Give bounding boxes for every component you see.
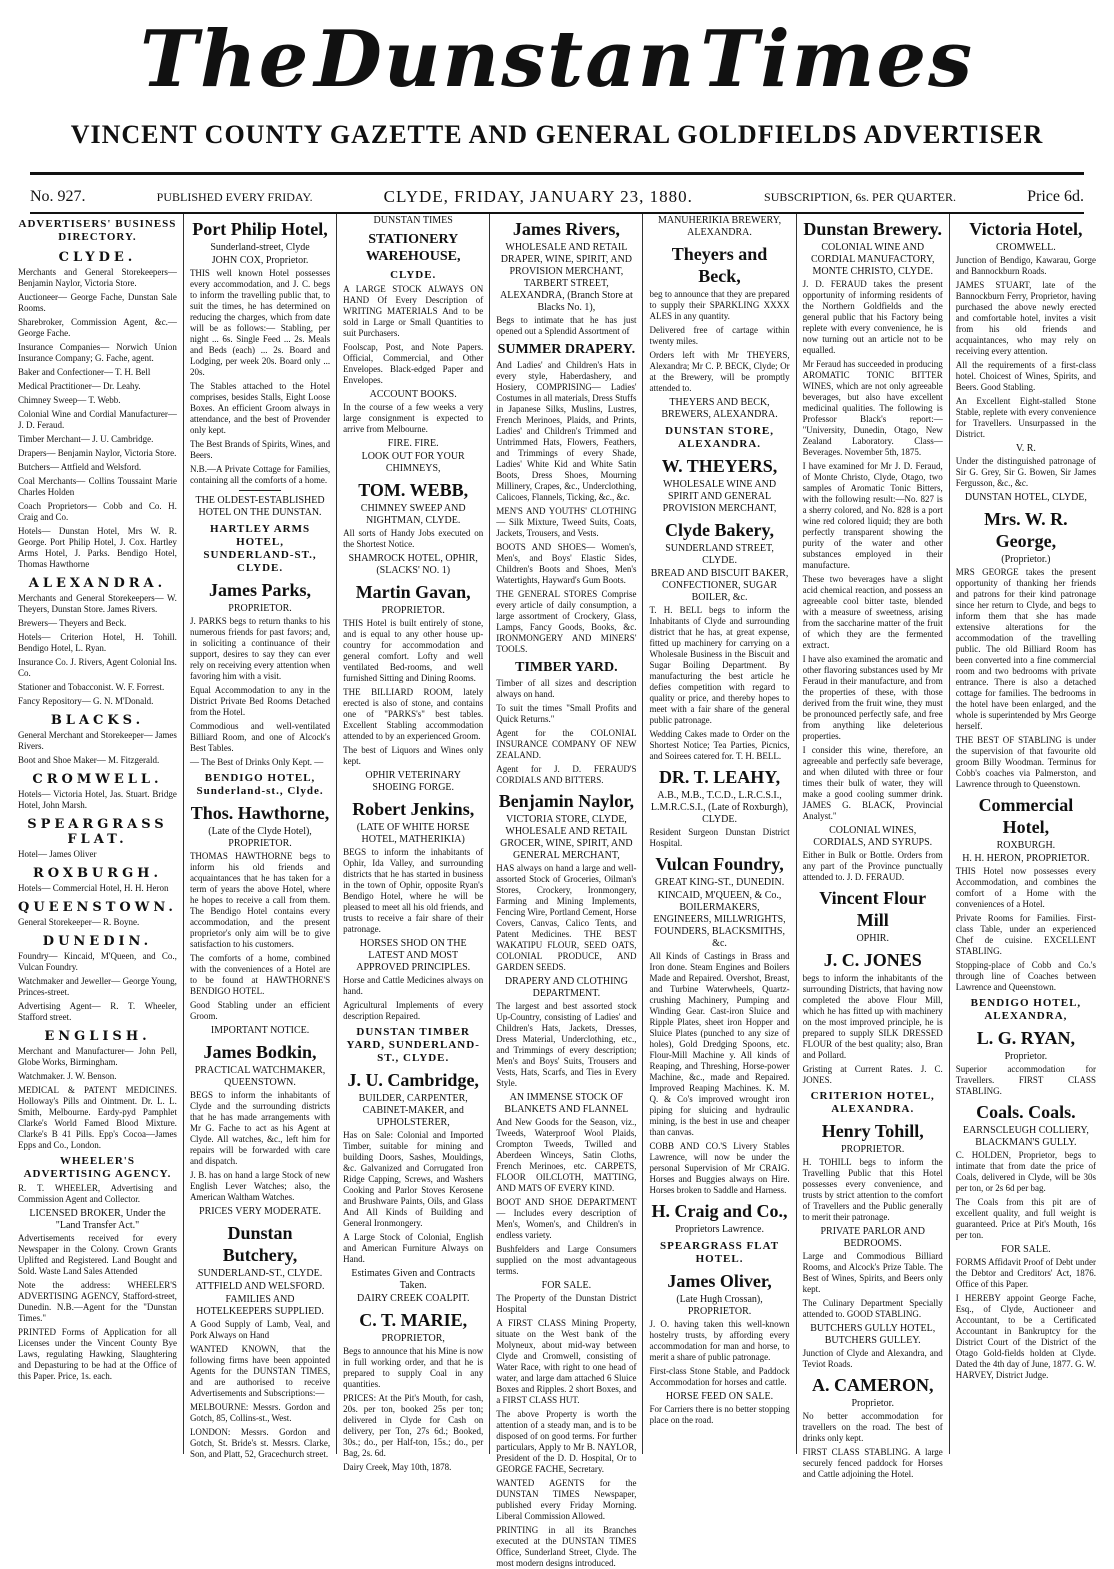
chimneys-notice: LOOK OUT FOR YOUR CHIMNEYS,: [361, 451, 465, 474]
bodkin-sub: PRACTICAL WATCHMAKER, QUEENSTOWN.: [194, 1065, 326, 1088]
bendigo-alex-heading: BENDIGO HOTEL, ALEXANDRA,: [970, 997, 1082, 1022]
directory-entry: Hotel— James Oliver: [18, 849, 97, 859]
section-speargrass: SPEARGRASS FLAT.: [27, 817, 168, 847]
liquors-text: The best of Liquors and Wines only kept.: [343, 745, 484, 766]
blankets-text: And New Goods for the Season, viz., Tweeds, Waterproof Wool Plaids, Crompton Tweeds, Twilled and Aberdeen Winceys, Satin Cloths, French Merinoes, etc. CARPETS, FLOOR OILCLOTH, MATTING, AND MATS OF EVERY KIND.: [496, 1117, 637, 1193]
clyde-bakery-text: T. H. BELL begs to inform the Inhabitants of Clyde and surrounding district that he has, at great expense, fitted up machinery for carrying on a Wholesale Business in the Biscuit and Sugar Boiling Department. By manufacturing the best article he defies competition with regard to quality or price, and thereby hopes to meet with a fair share of the general public patronage.: [649, 605, 790, 725]
bodkin-heading: James Bodkin,: [203, 1042, 317, 1062]
flour-mill-sub: OPHIR.: [856, 933, 889, 944]
insurance-agent: Agent for the COLONIAL INSURANCE COMPANY OF NEW ZEALAND.: [496, 728, 637, 760]
directory-entry: General Merchant and Storekeeper— James Rivers.: [18, 730, 177, 751]
theyers-beck-heading: Theyers and Beck,: [671, 244, 768, 286]
column-4: [490, 214, 643, 1568]
directory-entry: Coal Merchants— Collins Toussaint Marie Charles Holden: [18, 476, 177, 497]
butchery-address: SUNDERLAND-ST., CLYDE.: [197, 1268, 323, 1279]
summer-drapery: SUMMER DRAPERY.: [497, 342, 636, 357]
cameron-text: No better accommodation for travellers on the road. The best of drinks only kept.: [802, 1411, 943, 1443]
vulcan-firm: KINCAID, M'QUEEN, & Co., BOILERMAKERS, ENGINEERS, MILLWRIGHTS, FOUNDERS, BLACKSMITHS, &c.: [653, 890, 786, 949]
clyde-bakery-address: SUNDERLAND STREET, CLYDE.: [665, 543, 774, 566]
leahy-sub: A.B., M.B., T.C.D., L.R.C.S.I., L.M.R.C.S.I., (Late of Roxburgh), CLYDE.: [650, 790, 789, 825]
wheeler-note: Note the address: WHEELER'S ADVERTISING AGENCY, Stafford-street, Dunedin. N.B.—Agent for the "Dunstan Times.": [18, 1280, 177, 1323]
marie-sub: PROPRIETOR,: [381, 1333, 445, 1344]
rivers-text: Begs to intimate that he has just opened out a Splendid Assortment of: [496, 315, 637, 336]
naylor-text: HAS always on hand a large and well-assorted Stock of Groceries, Oilman's Stores, Crockery, Ironmongery, Farming and Mining Implements, Fencing Wire, Portland Cement, Horse Covers, Canvas, Calico Tents, and Patent Medicines. THE BEST WAKATIPU FLOUR, SEED OATS, COLONIAL PRODUCE, AND GARDEN SEEDS.: [496, 863, 637, 972]
mrs-george-text: THE BEST OF STABLING is under the supervision of that favourite old groom Billy Woodman. Terminus for Cobb's coaches via Palmerston, and Lawrence through to Queenstown.: [955, 735, 1096, 789]
section-dunedin: DUNEDIN.: [42, 934, 153, 949]
fire-notice: FIRE. FIRE.: [387, 438, 439, 449]
agricultural-repaired: Agricultural Implements of every description Repaired.: [343, 1000, 484, 1021]
james-parks-text: J. PARKS begs to return thanks to his numerous friends for past favors; and, in soliciting a continuance of their support, desires to say they can ever rely on receiving every attention when favoring him with a visit.: [189, 616, 331, 681]
printing-notice: PRINTING in all its Branches executed at the DUNSTAN TIMES Office, Sunderland Street, Clyde. The most modern designs introduced.: [496, 1525, 637, 1568]
issue-date: CLYDE, FRIDAY, JANUARY 23, 1880.: [383, 187, 693, 206]
butchery-text: A Good Supply of Lamb, Veal, and Pork Always on Hand: [189, 1319, 331, 1340]
w-theyers-sub: WHOLESALE WINE AND SPIRIT AND GENERAL PROVISION MERCHANT,: [662, 479, 777, 514]
victoria-hotel-heading: Victoria Hotel,: [969, 219, 1083, 239]
stationery-heading: STATIONERY WAREHOUSE,: [365, 232, 461, 264]
directory-entry: Sharebroker, Commission Agent, &c.— George Fache.: [18, 317, 177, 338]
directory-entry: Watchmaker. J. W. Benson.: [18, 1071, 117, 1081]
section-clyde: CLYDE.: [58, 250, 137, 265]
columns: [12, 214, 1102, 1568]
forms-text: FORMS Affidavit Proof of Debt under the Debtor and Creditors' Act, 1876. Office of this Paper.: [955, 1257, 1096, 1289]
boots-text: BOOTS AND SHOES— Women's, Men's, and Boys' Elastic Sides, Children's Boots and Shoes, Men's Watertights, Hayward's Gum Boots.: [496, 542, 637, 585]
column-6: [797, 214, 950, 1479]
colonial-wines: COLONIAL WINES, CORDIALS, AND SYRUPS.: [813, 825, 933, 848]
column-5: [643, 214, 796, 1454]
coals-heading: Coals. Coals.: [976, 1102, 1076, 1122]
cambridge-heading: J. U. Cambridge,: [347, 1070, 479, 1090]
for-sale-heading: FOR SALE.: [1001, 1244, 1051, 1255]
victoria-hotel-text: All the requirements of a first-class hotel. Choicest of Wines, Spirits, and Beers. Good Stabling.: [955, 360, 1096, 392]
commercial-proprietor: H. H. HERON, PROPRIETOR.: [962, 853, 1090, 864]
marie-prices: PRICES: At the Pit's Mouth, for cash, 20s. per ton, booked 25s per ton; delivered in Clyde for Cash on delivery, per Ton, 27s 6d.; Booked, 30s.; do., per Half-ton, 15s.; do., per Bag, 2s. 6d.: [343, 1393, 484, 1458]
cambridge-sub: BUILDER, CARPENTER, CABINET-MAKER, and UPHOLSTERER,: [358, 1093, 468, 1128]
hartley-arms-heading: HARTLEY ARMS HOTEL, SUNDERLAND-ST., CLYDE.: [203, 523, 317, 574]
section-cromwell: CROMWELL.: [32, 772, 163, 787]
tohill-text: H. TOHILL begs to inform the Travelling Public that this Hotel possesses every convenience, and trusts by strict attention to the comfort of Travellers and the Public generally to merit their patronage.: [802, 1157, 943, 1222]
brewery-text: I have examined for Mr J. D. Feraud, of Monte Christo, Clyde, Otago, two samples of Aromatic Tonic Bitters, with the following result:—No. 827 is a sherry colored, and No. 828 is a port wine red colored liquid; they are both perfectly transparent showing the purity of the water and other substances employed in their manufacture.: [802, 461, 943, 570]
directory-entry: Brewers— Theyers and Beck.: [18, 618, 127, 628]
speargrass-heading: SPEARGRASS FLAT HOTEL.: [660, 1240, 780, 1265]
vulcan-heading: Vulcan Foundry,: [655, 854, 784, 874]
directory-entry: Baker and Confectioner— T. H. Bell: [18, 367, 151, 377]
oliver-text: First-class Stone Stable, and Paddock Accommodation for horses and cattle.: [649, 1366, 790, 1387]
directory-entry: Timber Merchant— J. U. Cambridge.: [18, 434, 154, 444]
issue-number: No. 927.: [30, 188, 86, 205]
port-philip-address: Sunderland-street, Clyde: [210, 242, 310, 253]
directory-entry: Hotels— Commercial Hotel, H. H. Heron: [18, 883, 169, 893]
tohill-sub: PROPRIETOR.: [840, 1144, 905, 1155]
directory-entry: Coach Proprietors— Cobb and Co. H. Craig and Co.: [18, 501, 177, 522]
directory-entry: Chimney Sweep— T. Webb.: [18, 395, 121, 405]
naylor-sub: VICTORIA STORE, CLYDE, WHOLESALE AND RETAIL GROCER, WINE, SPIRIT, AND GENERAL MERCHANT,: [500, 814, 633, 861]
dunstan-hotel: DUNSTAN HOTEL, CLYDE,: [964, 492, 1087, 503]
veterinary-forge: OPHIR VETERINARY SHOEING FORGE.: [365, 770, 462, 793]
vulcan-address: GREAT KING-ST., DUNEDIN.: [654, 877, 785, 888]
important-notice: IMPORTANT NOTICE.: [210, 1025, 310, 1036]
bodkin-prices: PRICES VERY MODERATE.: [199, 1206, 321, 1217]
vulcan-text: All Kinds of Castings in Brass and Iron done. Steam Engines and Boilers Made and Repaired. Overshot, Breast, and Turbine Waterwheels, Quartz-crushing Machinery, Pumping and Winding Gear. Cast-iron Sluice and Ripple Plates, sheet iron Hopper and Sluice Plates (punched to any size of holes), Gold Dredging Spoons, etc. Flour-Mill Machine y. All kinds of Reaping, and Threshing, Horse-power Machine, &c., made and Repaired. Improved Reaping Machines. K. M. Q. & Co's improved wrought iron piping for sluicing and hydraulic mining, is the best in use and cheaper than canvas.: [649, 951, 790, 1137]
mrs-george-text: MRS GEORGE takes the present opportunity of thanking her friends and patrons for their kind patronage since her return to Clyde, and begs to inform them that she has made extensive alterations for the accommodation of the travelling public. The old Billiard Room has been converted into a fine commercial room and two bedrooms with private entrance. There is also a detached cottage for families. The bedrooms in the hotel have been enlarged, and the whole is superintended by Mrs George herself.: [955, 567, 1096, 731]
directory-entry: Hotels— Victoria Hotel, Jas. Stuart. Bridge Hotel, John Marsh.: [18, 789, 177, 810]
butchers-gully: BUTCHERS GULLY HOTEL, BUTCHERS GULLEY.: [810, 1323, 936, 1346]
horses-shod: HORSES SHOD ON THE LATEST AND MOST APPROVED PRINCIPLES.: [356, 938, 471, 973]
clyde-bakery-heading: Clyde Bakery,: [665, 520, 775, 540]
directory-entry: Insurance Co. J. Rivers, Agent Colonial Ins. Co.: [18, 657, 177, 678]
jones-text: Gristing at Current Rates. J. C. JONES.: [802, 1064, 943, 1085]
directory-entry: Stationer and Tobacconist. W. F. Forrest.: [18, 682, 165, 692]
robert-jenkins-text: BEGS to inform the inhabitants of Ophir, Ida Valley, and surrounding districts that he has started in business in the town of Ophir, opposite Ryan's Bendigo Hotel, where he will be pleased to meet all his old friends, and trusts to receive a fair share of their patronage.: [343, 847, 484, 934]
directory-heading: ADVERTISERS' BUSINESS DIRECTORY.: [18, 218, 177, 243]
issue-price: Price 6d.: [1027, 188, 1084, 205]
jones-text: begs to inform the inhabitants of the surrounding Districts, that having now completed the above Flour Mill, which he has fitted up with machinery on the most improved principle, he is prepared to supply SILK DRESSED FLOUR of the best quality; also, Bran and Pollard.: [802, 973, 943, 1060]
flour-mill-heading: Vincent Flour Mill: [819, 888, 927, 930]
craig-sub: Proprietors Lawrence.: [675, 1224, 764, 1235]
newspaper-subtitle: VINCENT COUNTY GAZETTE AND GENERAL GOLDFIELDS ADVERTISER: [70, 120, 1044, 149]
tom-webb-sub: CHIMNEY SWEEP AND NIGHTMAN, CLYDE.: [360, 503, 466, 526]
butchery-names: ATTFIELD AND WELSFORD.: [195, 1281, 325, 1292]
cambridge-text: Has on Sale: Colonial and Imported Timber, suitable for mining and building Doors, Sashes, Mouldings, &c. Galvanized and Corrugated Iron Ridge Capping, Screws, and Washers Cooking and Parlor Stoves Kerosene and Brushware Paints, Oils, and Glass And All Kinds of Building and General Ironmongery.: [343, 1130, 484, 1228]
cambridge-text: A Large Stock of Colonial, English and American Furniture Always on Hand.: [343, 1232, 484, 1264]
stationery-text: A LARGE STOCK ALWAYS ON HAND Of Every Description of WRITING MATERIALS And to be sold in Large or Small Quantities to suit Purchasers.: [343, 284, 484, 338]
section-roxburgh: ROXBURGH.: [32, 866, 162, 881]
marie-text: Begs to announce that his Mine is now in full working order, and that he is prepared to supply Coal in any quantities.: [343, 1346, 484, 1389]
marie-heading: C. T. MARIE,: [359, 1310, 468, 1330]
top-rule: [30, 172, 1084, 175]
stationery-text: Foolscap, Post, and Note Papers. Official, Commercial, and Other Envelopes. Black-edged Paper and Envelopes.: [343, 342, 484, 385]
directory-entry: Hotels— Dunstan Hotel, Mrs W. R. George. Port Philip Hotel, J. Cox. Hartley Arms Hotel, J. Parks. Bendigo Hotel, Thomas Hawthorne: [18, 526, 177, 569]
directory-entry: Fancy Repository— G. N. M'Donald.: [18, 696, 154, 706]
victoria-hotel-text: An Excellent Eight-stalled Stone Stable, replete with every convenience for Travellers. Unsurpassed in the District.: [955, 396, 1096, 439]
martin-gavan-text: THIS Hotel is built entirely of stone, and is equal to any other house up-country for accommodation and general comfort. Lofty and well ventilated Bed-rooms, and well furnished Sitting and Dining Rooms.: [343, 618, 484, 683]
craig-heading: H. Craig and Co.,: [651, 1201, 788, 1221]
colliery-sub: EARNSCLEUGH COLLIERY, BLACKMAN'S GULLY.: [962, 1125, 1089, 1148]
colliery-text: C. HOLDEN, Proprietor, begs to intimate that from date the price of Coals, delivered in Clyde, will be 30s per ton, or 2s 6d per bag.: [955, 1150, 1096, 1193]
robert-jenkins-sub: (LATE OF WHITE HORSE HOTEL, MATHERIKIA): [356, 822, 470, 845]
jones-heading: J. C. JONES: [823, 950, 922, 970]
horse-feed: HORSE FEED ON SALE.: [665, 1391, 774, 1402]
leahy-text: Resident Surgeon Dunstan District Hospital.: [649, 827, 790, 848]
victoria-hotel-text: Junction of Bendigo, Kawarau, Gorge and Bannockburn Roads.: [955, 255, 1096, 276]
w-theyers-heading: W. THEYERS,: [661, 456, 778, 476]
hawthorne-text: The comforts of a home, combined with the conveniences of a Hotel are to be found at HAWTHORNE'S BENDIGO HOTEL.: [189, 953, 331, 996]
brewery-text: I consider this wine, therefore, an agreeable and perfectly safe beverage, and when diluted with three or four times their bulk of water, they will make a good cooling summer drink. JAMES G. BLACK, Provincial Analyst.": [802, 745, 943, 821]
port-philip-heading: Port Philip Hotel,: [192, 219, 328, 239]
bodkin-text: BEGS to inform the inhabitants of Clyde and the surrounding districts that he has made arrangements with Mr G. Fache to act as his Agent at Clyde. All watches, &c., left him for repairs will be forwarded with care and dispatch.: [189, 1090, 331, 1166]
theyers-beck-sign: THEYERS AND BECK, BREWERS, ALEXANDRA.: [661, 397, 778, 420]
oliver-text: J. O. having taken this well-known hostelry trusts, by affording every accommodation for man and horse, to merit a share of public patronage.: [649, 1319, 790, 1362]
tohill-heading: Henry Tohill,: [821, 1121, 924, 1141]
shamrock-hotel: SHAMROCK HOTEL, OPHIR, (SLACKS' NO. 1): [348, 553, 478, 576]
newspaper-title: [0, 12, 1114, 107]
commercial-text: Private Rooms for Families. First-class Table, under an experienced Chef de cuisine. EXCELLENT STABLING.: [955, 913, 1096, 956]
theyers-beck-text: beg to announce that they are prepared to supply their SPARKLING XXXX ALES in any quantity.: [649, 289, 790, 321]
directory-entry: Auctioneer— George Fache, Dunstan Sale Rooms.: [18, 292, 177, 313]
directory-entry: Watchmaker and Jeweller— George Young, Princes-street.: [18, 976, 177, 997]
ryan-heading: L. G. RYAN,: [976, 1028, 1075, 1048]
directory-entry: Hotels— Criterion Hotel, H. Tohill. Bendigo Hotel, L. Ryan.: [18, 632, 177, 653]
cobb-text: COBB AND CO.'S Livery Stables Lawrence, will now be under the personal Supervision of Mr CRAIG. Horses and Buggies always on Hire. Horses broken to Saddle and Harness.: [649, 1141, 790, 1195]
times-label: DUNSTAN TIMES: [373, 215, 453, 226]
dunstan-store-heading: DUNSTAN STORE, ALEXANDRA.: [665, 425, 775, 450]
stores-text: THE GENERAL STORES Comprise every article of daily consumption, a large assortment of Crockery, Glass, Lamps, Fancy Goods, Books, &c. IRONMONGERY AND MINERS' TOOLS.: [496, 589, 637, 654]
brewery-text: These two beverages have a slight acid chemical reaction, and possess an agreeable cool bitter taste, blended with a measure of sweetness, arising from the saccharine matter of the fruit of which they are the fermented extract.: [802, 574, 943, 650]
timber-yard: TIMBER YARD.: [515, 660, 618, 675]
mrs-george-heading: Mrs. W. R. George,: [984, 509, 1068, 551]
criterion-heading: CRITERION HOTEL, ALEXANDRA.: [810, 1090, 935, 1115]
commercial-sub: ROXBURGH.: [996, 840, 1056, 851]
robert-jenkins-heading: Robert Jenkins,: [352, 799, 475, 819]
section-queenstown: QUEENSTOWN.: [18, 900, 177, 915]
clyde-bakery-text: Wedding Cakes made to Order on the Shortest Notice; Tea Parties, Picnics, and Soirees catered for. T. H. BELL.: [649, 729, 790, 761]
medical-list: MEDICAL & PATENT MEDICINES. Holloway's Pills and Ointment. Dr. L. L. Smith, Melbourne. Eardy-pyd Pamphlet Clarke's World Famed Blood Mixture. Clarke's B 41 Pills. Epp's Cocoa—James Epps and Co., London.: [18, 1085, 177, 1150]
port-philip-text: The Stables attached to the Hotel comprises, besides Stalls, Eight Loose Boxes. An efficient Groom always in attendance, and the best of Provender only kept.: [189, 381, 331, 435]
dateline: [30, 186, 1084, 208]
boot-department: BOOT AND SHOE DEPARTMENT— Includes every description of Men's, Women's, and Children's in endless variety.: [496, 1197, 637, 1240]
timber-yard-heading: DUNSTAN TIMBER YARD, SUNDERLAND-ST., CLYDE.: [346, 1026, 480, 1064]
brewery-heading: Dunstan Brewery.: [803, 219, 943, 239]
clyde-bakery-trade: BREAD AND BISCUIT BAKER, CONFECTIONER, SUGAR BOILER, &c.: [650, 568, 789, 603]
james-parks-sub: PROPRIETOR.: [228, 603, 292, 614]
patronage-text: Under the distinguished patronage of Sir G. Grey, Sir G. Bowen, Sir James Fergusson, &c., &c.: [955, 456, 1096, 488]
for-sale-heading: FOR SALE.: [541, 1280, 592, 1291]
butchery-supplied: FAMILIES AND HOTELKEEPERS SUPPLIED.: [196, 1294, 324, 1317]
port-philip-text: THIS well known Hotel possesses every accommodation, and J. C. begs to inform the travelling public that, to suit the times, he has determined on reducing the charges, which from date will be as follows:— Stabling, per night ... 6s. Single Feed ... 2s. Meals and Beds (each) ... 2s. Board and Lodging, per week 20s. Board only ... 20s.: [189, 268, 331, 377]
directory-entry: Merchants and General Storekeepers— Benjamin Naylor, Victoria Store.: [18, 267, 177, 288]
cameron-heading: A. CAMERON,: [811, 1375, 934, 1395]
hospital-property: The Property of the Dunstan District Hospital: [496, 1293, 637, 1314]
james-parks-text: — The Best of Drinks Only Kept. —: [189, 757, 324, 767]
brewery-text: I have also examined the aromatic and other flavoring substances used by Mr Feraud in their manufacture, and from the properties of these, with those derived from the fruit wine, they must be pronounced perfectly safe, and free from anything like deleterious properties.: [802, 654, 943, 741]
naylor-heading: Benjamin Naylor,: [498, 791, 635, 811]
blankets-heading: AN IMMENSE STOCK OF BLANKETS AND FLANNEL: [504, 1092, 629, 1115]
commercial-text: Stopping-place of Cobb and Co.'s through line of Coaches between Lawrence and Queenstown.: [955, 960, 1096, 992]
dairy-creek: DAIRY CREEK COALPIT.: [356, 1293, 470, 1304]
tohill-parlor: PRIVATE PARLOR AND BEDROOMS.: [820, 1226, 925, 1249]
royal-crest: V. R.: [1015, 443, 1036, 454]
colliery-text: The Coals from this pit are of excellent quality, and full weight is guaranteed. Price at Pit's Mouth, 16s per ton.: [955, 1197, 1096, 1240]
agents-melbourne: MELBOURNE: Messrs. Gordon and Gotch, 85, Collins-st., West.: [189, 1402, 331, 1423]
mining-property: A FIRST CLASS Mining Property, situate on the West bank of the Molyneux, about mid-way between Clyde and Cromwell, consisting of Water Race, with right to one head of water, and large dam attached 6 Sluice Boxes and Ripples. 2 short Boxes, and a FIRST CLASS HUT.: [496, 1318, 637, 1405]
section-alexandra: ALEXANDRA.: [28, 576, 167, 591]
bodkin-text: J. B. has on hand a large Stock of new English Lever Watches; also, the American Waltham Watches.: [189, 1170, 331, 1202]
brewery-label: MANUHERIKIA BREWERY, ALEXANDRA.: [657, 215, 782, 238]
directory-entry: Boot and Shoe Maker— M. Fitzgerald.: [18, 755, 160, 765]
carriers-text: For Carriers there is no better stopping place on the road.: [649, 1404, 790, 1425]
port-philip-text: N.B.—A Private Cottage for Families, containing all the comforts of a home.: [189, 464, 331, 485]
directory-entry: Butchers— Attfield and Welsford.: [18, 462, 142, 472]
victoria-hotel-sub: CROMWELL.: [996, 242, 1056, 253]
stationery-town: CLYDE.: [390, 269, 437, 281]
james-parks-text: Commodious and well-ventilated Billiard Room, and one of Alcock's Best Tables.: [189, 721, 331, 753]
port-philip-text: The Best Brands of Spirits, Wines, and Beers.: [189, 439, 331, 460]
brewery-text: Mr Feraud has succeeded in producing AROMATIC TONIC BITTER WINES, which are not only agreeable beverages, but also have excellent medicinal qualities. The following is Professor Black's report:— "University, Dunedin, Otago, New Zealand Laboratory. Class—Beverages. November 5th, 1875.: [802, 359, 943, 457]
wheeler-text: R. T. WHEELER, Advertising and Commission Agent and Collector.: [18, 1183, 177, 1204]
estimates: Estimates Given and Contracts Taken.: [351, 1268, 475, 1291]
property-particulars: The above Property is worth the attention of a steady man, and is to be disposed of on good terms. For further particulars, Apply to Mr B. NAYLOR, President of the D. D. Hospital, Or to GEORGE FACHE, Secretary.: [496, 1409, 637, 1474]
tom-webb-heading: TOM. WEBB,: [358, 480, 469, 500]
column-2: [184, 214, 337, 1459]
drapery-department: DRAPERY AND CLOTHING DEPARTMENT.: [504, 976, 628, 999]
directory-entry: Merchant and Manufacturer— John Pell, Globe Works, Birmingham.: [18, 1046, 177, 1067]
rivers-sub: WHOLESALE AND RETAIL DRAPER, WINE, SPIRIT, AND PROVISION MERCHANT, TARBERT STREET, ALEXANDRA, (Branch Store at Blacks No. 1),: [499, 242, 633, 313]
wanted-agents: WANTED AGENTS for the DUNSTAN TIMES Newspaper, published every Friday Morning. Liberal Commission Allowed.: [496, 1478, 637, 1521]
tohill-text: Large and Commodious Billiard Rooms, and Alcock's Prize Table. The Best of Wines, Spirits, and Beers only kept.: [802, 1251, 943, 1294]
appointment-text: I HEREBY appoint George Fache, Esq., of Clyde, Auctioneer and Accountant, to be a Certificated Accountant in Bankruptcy for the District Court of the District of the Otago Gold-fields holden at Clyde. Dated the 4th day of June, 1877. G. W. HARVEY, District Judge.: [955, 1293, 1096, 1380]
oldest-hotel: THE OLDEST-ESTABLISHED HOTEL ON THE DUNSTAN.: [195, 495, 325, 518]
timber-text: To suit the times "Small Profits and Quick Returns.": [496, 703, 637, 724]
account-books: ACCOUNT BOOKS.: [369, 389, 457, 400]
directory-entry: Insurance Companies— Norwich Union Insurance Company; G. Fache, agent.: [18, 342, 177, 363]
directory-entry: Merchants and General Storekeepers— W. Theyers, Dunstan Store. James Rivers.: [18, 593, 177, 614]
published-note: PUBLISHED EVERY FRIDAY.: [156, 189, 313, 204]
directory-entry: Drapers— Benjamin Naylor, Victoria Store.: [18, 448, 177, 458]
column-7: [950, 214, 1102, 1454]
commercial-text: THIS Hotel now possesses every Accommodation, and combines the comfort of a Home with the conveniences of a Hotel.: [955, 866, 1096, 909]
ryan-text: Superior accommodation for Travellers. FIRST CLASS STABLING.: [955, 1064, 1096, 1096]
mrs-george-sub: (Proprietor.): [1001, 554, 1051, 565]
colonial-wines-text: Either in Bulk or Bottle. Orders from any part of the Province punctually attended to. J. D. FERAUD.: [802, 850, 943, 882]
james-parks-text: Equal Accommodation to any in the District Private Bed Rooms Detached from the Hotel.: [189, 685, 331, 717]
drapery-text: And Ladies' and Children's Hats in every style, Haberdashery, and Hosiery, COMPRISING— Ladies' Costumes in all materials, Dress Stuffs in Japanese Silks, Muslins, Lustres, French Merinoes, Plaids, and Prints, Ladies' and Children's Trimmed and Untrimmed Hats, Flowers, Feathers, and Trimmings of every Shade, Ladies' White Kid and White Satin Boots, Dress Shoes, Mourning Millinery, Crapes, &c., Underclothing, Calicoes, Flannels, Ticking, &c., &c.: [496, 360, 637, 502]
hawthorne-sub: (Late of the Clyde Hotel), PROPRIETOR.: [208, 826, 312, 849]
printed-forms: PRINTED Forms of Application for all Licenses under the Vincent County Bye Laws, regulating Hawking, Slaughtering and Depasturing to be had at the Office of this Paper. Price, 1s. each.: [18, 1327, 177, 1381]
title-word-2: Dunstan: [314, 14, 697, 105]
section-blacks: BLACKS.: [50, 713, 145, 728]
marie-date: Dairy Creek, May 10th, 1878.: [343, 1462, 452, 1472]
clothing-text: MEN'S AND YOUTHS' CLOTHING— Silk Mixture, Tweed Suits, Coats, Jackets, Trousers, and Vests.: [496, 506, 637, 538]
brewery-sub: COLONIAL WINE AND CORDIAL MANUFACTORY, MONTE CHRISTO, CLYDE.: [810, 242, 935, 277]
brewery-text: J. D. FERAUD takes the present opportunity of informing residents of the Northern Goldfields and the general public that his Factory being replete with every convenience, he is now turning out an article not to be equalled.: [802, 279, 943, 355]
hawthorne-text: THOMAS HAWTHORNE begs to inform his old friends and acquaintances that he has taken for a term of years the above Hotel, where he hopes to receive a call from them. The Bendigo Hotel contains every accommodation, and the present proprietor's only aim will be to give satisfaction to his customers.: [189, 851, 331, 949]
theyers-beck-text: Delivered free of cartage within twenty miles.: [649, 325, 790, 346]
victoria-hotel-text: JAMES STUART, late of the Bannockburn Ferry, Proprietor, having purchased the above newly erected and comfortable hotel, invites a visit from his old friends and acquaintances, who may rely on receiving every attention.: [955, 280, 1096, 356]
title-word-3: Times: [700, 14, 974, 105]
directory-entry: Colonial Wine and Cordial Manufacturer— J. D. Feraud.: [18, 409, 177, 430]
martin-gavan-sub: PROPRIETOR.: [381, 605, 445, 616]
hawthorne-heading: Thos. Hawthorne,: [190, 803, 330, 823]
broker-text: Advertisements received for every Newspaper in the Colony. Crown Grants Uplifted and Registered. Land Bought and Sold. Waste Land Sales Attended: [18, 1233, 177, 1276]
martin-gavan-heading: Martin Gavan,: [355, 582, 471, 602]
cordials-agent: Agent for J. D. FERAUD'S CORDIALS AND BITTERS.: [496, 764, 637, 785]
commercial-heading: Commercial Hotel,: [978, 795, 1074, 837]
directory-entry: General Storekeeper— R. Boyne.: [18, 917, 140, 927]
james-parks-heading: James Parks,: [209, 580, 312, 600]
hawthorne-text: Good Stabling under an efficient Groom.: [189, 1000, 331, 1021]
cameron-text: FIRST CLASS STABLING. A large securely fenced paddock for Horses and Cattle adjoining the Hotel.: [802, 1447, 943, 1479]
leahy-heading: DR. T. LEAHY,: [658, 767, 781, 787]
butchery-heading: Dunstan Butchery,: [222, 1223, 298, 1265]
column-3: [337, 214, 490, 1472]
directory-entry: Medical Practitioner— Dr. Leahy.: [18, 381, 141, 391]
cattle-medicines: Horse and Cattle Medicines always on hand.: [343, 975, 484, 996]
ryan-sub: Proprietor.: [1004, 1051, 1048, 1062]
billiard-text: THE BILLIARD ROOM, lately erected is also of stone, and contains one of "PARKS's" best tables. Excellent Stabling accommodation attended to by an experienced Groom.: [343, 687, 484, 741]
subscription-note: SUBSCRIPTION, 6s. PER QUARTER.: [764, 189, 957, 204]
wanted-known-text: WANTED KNOWN, that the following firms have been appointed Agents for the DUNSTAN TIMES, and are authorised to receive Advertisements and Subscriptions:—: [189, 1344, 331, 1398]
directory-entry: Advertising Agent— R. T. Wheeler, Stafford street.: [18, 1001, 177, 1022]
cameron-sub: Proprietor.: [851, 1398, 894, 1409]
directory-entry: Foundry— Kincaid, M'Queen, and Co., Vulcan Foundry.: [18, 951, 177, 972]
tom-webb-text: All sorts of Handy Jobs executed on the Shortest Notice.: [343, 528, 484, 549]
oliver-sub: (Late Hugh Crossan), PROPRIETOR.: [676, 1294, 763, 1317]
drapery-department-text: The largest and best assorted stock Up-Country, consisting of Ladies' and Children's Hats, Jackets, Dresses, Dress Material, Underclothing, etc., and Trimmings of every description; Men's and Boys' Suits, Trousers and Vests, Hats, Scarfs, and Ties in Every Style.: [496, 1001, 637, 1088]
account-books-text: In the course of a few weeks a very large consignment is expected to arrive from Melbourne.: [343, 402, 484, 434]
tohill-text: The Culinary Department Specially attended to. GOOD STABLING.: [802, 1298, 943, 1319]
rivers-heading: James Rivers,: [512, 219, 620, 239]
divider: [239, 490, 281, 491]
consumers-text: Bushfelders and Large Consumers supplied on the most advantageous terms.: [496, 1244, 637, 1276]
bendigo-hotel-heading: BENDIGO HOTEL, Sunderland-st., Clyde.: [196, 772, 324, 797]
agents-london: LONDON: Messrs. Gordon and Gotch, St. Bride's st. Messrs. Clarke, Son, and Platt, 52, Gracechurch street.: [189, 1427, 331, 1459]
theyers-beck-text: Orders left with Mr THEYERS, Alexandra; Mr C. P. BECK, Clyde; Or at the Brewery, will be promptly attended to.: [649, 350, 790, 393]
title-word-1: The: [140, 14, 311, 105]
masthead: [0, 0, 1114, 206]
port-philip-proprietor: JOHN COX, Proprietor.: [211, 255, 309, 266]
broker-heading: LICENSED BROKER, Under the "Land Transfer Act.": [29, 1208, 166, 1231]
timber-text: Timber of all sizes and description always on hand.: [496, 678, 637, 699]
wheeler-heading: WHEELER'S ADVERTISING AGENCY.: [23, 1155, 172, 1180]
column-1: [12, 214, 184, 1454]
section-english: ENGLISH.: [44, 1029, 151, 1044]
butchers-gully-text: Junction of Clyde and Alexandra, and Teviot Roads.: [802, 1348, 943, 1369]
oliver-heading: James Oliver,: [667, 1271, 772, 1291]
